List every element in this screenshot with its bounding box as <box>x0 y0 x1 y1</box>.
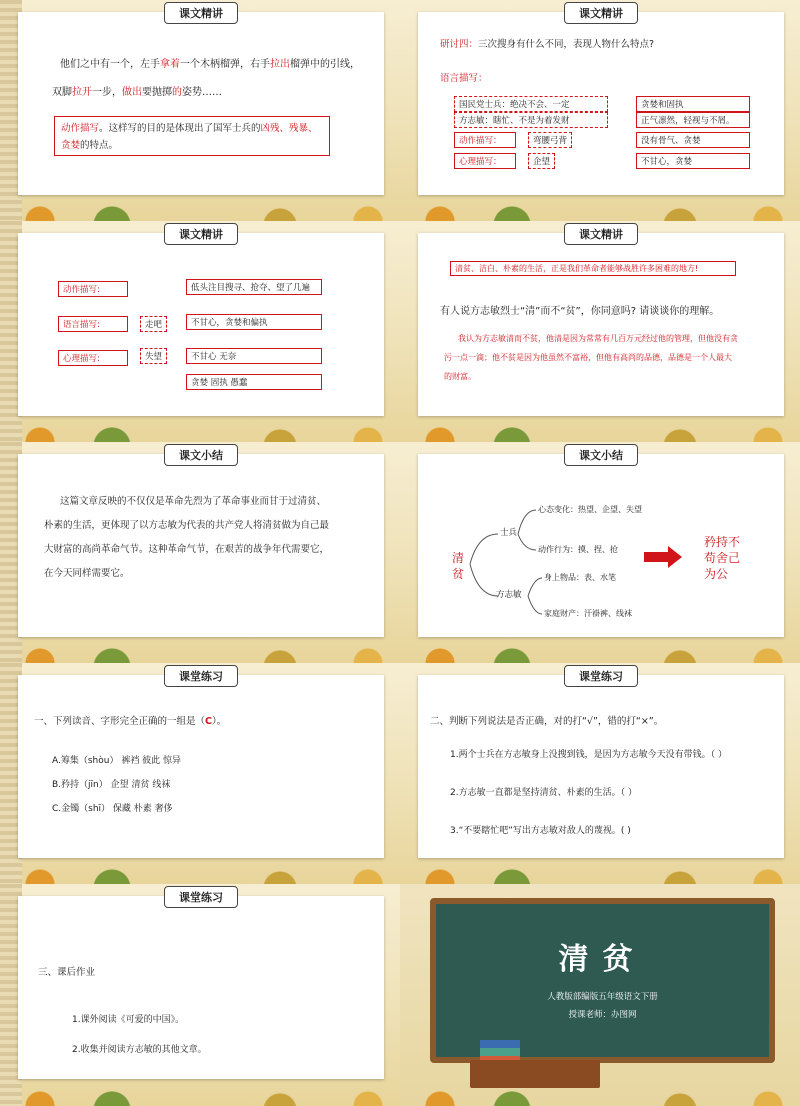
text-span: 一、下列读音、字形完全正确的一组是（ <box>34 716 206 727</box>
leaf: 动作行为：摸、捏、抢 <box>538 545 618 554</box>
heading: 三、课后作业 <box>38 967 96 978</box>
slide-paper <box>18 449 384 637</box>
action-value: 低头注目搜寻、抢夺、望了几遍 <box>186 279 322 295</box>
highlight: 动作描写 <box>61 123 100 134</box>
item: 1.两个士兵在方志敏身上没搜到钱，是因为方志敏今天没有带钱。（ ） <box>450 750 727 760</box>
sub-heading: 语言描写： <box>440 73 488 84</box>
highlight: 拉开 <box>72 87 92 98</box>
question: 有人说方志敏烈士“清”而不“贫”，你同意吗? 请谈谈你的理解。 <box>440 306 720 317</box>
slide-5[interactable] <box>0 442 400 663</box>
slide-title: 课文精讲 <box>564 223 638 245</box>
trait-4: 不甘心，贪婪 <box>636 153 750 169</box>
text-span: 三次搜身有什么不同，表现人物什么特点? <box>478 39 655 50</box>
psychology-label: 心理描写: <box>58 350 128 366</box>
blackboard <box>430 898 775 1063</box>
highlight: 拿着 <box>160 59 180 70</box>
question: 二、判断下列说法是否正确，对的打“√”，错的打“×”。 <box>430 716 664 727</box>
slide-2[interactable] <box>400 0 800 221</box>
leaf: 心态变化：热望、企望、失望 <box>538 505 642 514</box>
text-span: 一步， <box>92 87 122 98</box>
slide-4[interactable] <box>400 221 800 442</box>
text-span: 姿势…… <box>182 87 222 98</box>
text-line <box>52 86 222 100</box>
summary-line: 大财富的高尚革命气节。这种革命气节，在艰苦的战争年代需要它， <box>44 544 330 555</box>
highlight: 的 <box>172 87 182 98</box>
text-span: 双脚 <box>52 87 72 98</box>
slide-1[interactable] <box>0 0 400 221</box>
cover-teacher: 授课老师：办图网 <box>568 1010 637 1020</box>
slide-title: 课文精讲 <box>164 2 238 24</box>
summary-line: 在今天同样需要它。 <box>44 568 130 579</box>
branch-fangzhimin: 方志敏 <box>496 590 522 600</box>
option-b: B.矜持（jīn） 企望 清贫 线袜 <box>52 780 171 790</box>
text-span: 榴弹中的引线， <box>290 59 360 70</box>
highlight: 研讨四： <box>440 39 479 50</box>
slide-paper <box>418 228 784 416</box>
cover-subtitle: 人教版部编版五年级语文下册 <box>547 992 658 1002</box>
leaf: 家庭财产：汗褂裤、线袜 <box>544 609 632 618</box>
slide-paper <box>18 228 384 416</box>
mindmap-root: 清贫 <box>452 551 465 581</box>
slide-paper <box>18 891 384 1079</box>
text-span: ）。 <box>212 716 227 727</box>
item: 2.方志敏一直都是坚持清贫、朴素的生活。（ ） <box>450 788 637 798</box>
slide-title: 课堂练习 <box>164 665 238 687</box>
result-line: 为公 <box>704 567 729 581</box>
slide-10[interactable] <box>400 884 800 1106</box>
text-span: 一个木柄榴弹，右手 <box>180 59 270 70</box>
summary-line: 朴素的生活，更体现了以方志敏为代表的共产党人将清贫做为自己最 <box>44 520 330 531</box>
psychology-middle: 失望 <box>140 348 167 364</box>
slide-paper <box>18 670 384 858</box>
question <box>440 38 654 51</box>
book-icon <box>480 1048 520 1056</box>
slide-paper <box>18 7 384 195</box>
answer: C <box>205 716 212 727</box>
slide-paper <box>418 449 784 637</box>
text-line <box>60 58 360 72</box>
slide-title: 课堂练习 <box>564 665 638 687</box>
psychology-label: 心理描写： <box>454 153 516 169</box>
trait-2: 正气凛然，轻视与不屑。 <box>636 112 750 128</box>
text-span: 要抛掷 <box>142 87 172 98</box>
slide-3[interactable] <box>0 221 400 442</box>
text-span: 他们之中有一个，左手 <box>60 59 160 70</box>
slide-title: 课文小结 <box>564 444 638 466</box>
trait-3: 没有骨气、贪婪 <box>636 132 750 148</box>
language-middle: 走吧 <box>140 316 167 332</box>
flower-decoration <box>400 1066 800 1106</box>
leaf: 身上物品：表、水笔 <box>544 573 616 582</box>
language-line-2: 方志敏：瞎忙、不是为着发财 <box>454 112 608 128</box>
psychology-value: 不甘心 无奈 <box>186 348 322 364</box>
highlight: 做出 <box>122 87 142 98</box>
option-c: C.金镯（shī） 保藏 朴素 奢侈 <box>52 804 173 814</box>
language-line-1: 国民党士兵：绝决不会、一定 <box>454 96 608 112</box>
result-line: 苟舍己 <box>704 551 741 565</box>
result-line: 矜持不 <box>704 535 741 549</box>
slide-paper <box>418 670 784 858</box>
action-label: 动作描写： <box>454 132 516 148</box>
action-label: 动作描写: <box>58 281 128 297</box>
question <box>34 715 226 728</box>
answer-line: 我认为方志敏清而不贫，他清是因为常常有几百万元经过他的管理，但他没有贪 <box>458 334 738 343</box>
answer-line: 污一点一滴；他不贫是因为他虽然不富裕，但他有高尚的品德，品德是一个人最大 <box>444 353 732 362</box>
language-value: 不甘心，贪婪和偏执 <box>186 314 322 330</box>
slide-title: 课堂练习 <box>164 886 238 908</box>
traits-value: 贪婪 固执 愚蠢 <box>186 374 322 390</box>
text-span: 。这样写的目的是体现出了国军士兵的 <box>99 123 261 134</box>
slide-paper <box>418 7 784 195</box>
option-a: A.筹集（shòu） 裤裆 彼此 惊异 <box>52 756 182 766</box>
slide-9[interactable] <box>0 884 400 1106</box>
book-icon <box>480 1040 520 1048</box>
highlight: 凶残、残暴、 <box>260 123 318 134</box>
text-span: 的特点。 <box>80 140 119 151</box>
answer-line: 的财富。 <box>444 372 476 381</box>
summary-box <box>54 116 330 156</box>
item: 2.收集并阅读方志敏的其他文章。 <box>72 1045 207 1055</box>
highlight: 贪婪 <box>61 140 81 151</box>
item: 3.“不要瞎忙吧”写出方志敏对敌人的蔑视。( ) <box>450 826 631 836</box>
banner: 清贫、洁白、朴素的生活，正是我们革命者能够战胜许多困难的地方! <box>450 261 736 276</box>
slide-title: 课文精讲 <box>564 2 638 24</box>
language-label: 语言描写: <box>58 316 128 332</box>
slide-title: 课文精讲 <box>164 223 238 245</box>
slide-8[interactable] <box>400 663 800 884</box>
slide-title: 课文小结 <box>164 444 238 466</box>
action-value: 弯腰弓背 <box>528 132 572 148</box>
branch-soldier: 士兵 <box>500 528 518 538</box>
psychology-value: 企望 <box>528 153 555 169</box>
summary-line: 这篇文章反映的不仅仅是革命先烈为了革命事业而甘于过清贫、 <box>60 496 327 507</box>
highlight: 拉出 <box>270 59 290 70</box>
slide-7[interactable] <box>0 663 400 884</box>
trait-1: 贪婪和固执 <box>636 96 750 112</box>
arrow-icon <box>644 546 684 568</box>
cover-title: 清贫 <box>558 942 647 977</box>
item: 1.课外阅读《可爱的中国》。 <box>72 1015 185 1025</box>
slide-6[interactable] <box>400 442 800 663</box>
